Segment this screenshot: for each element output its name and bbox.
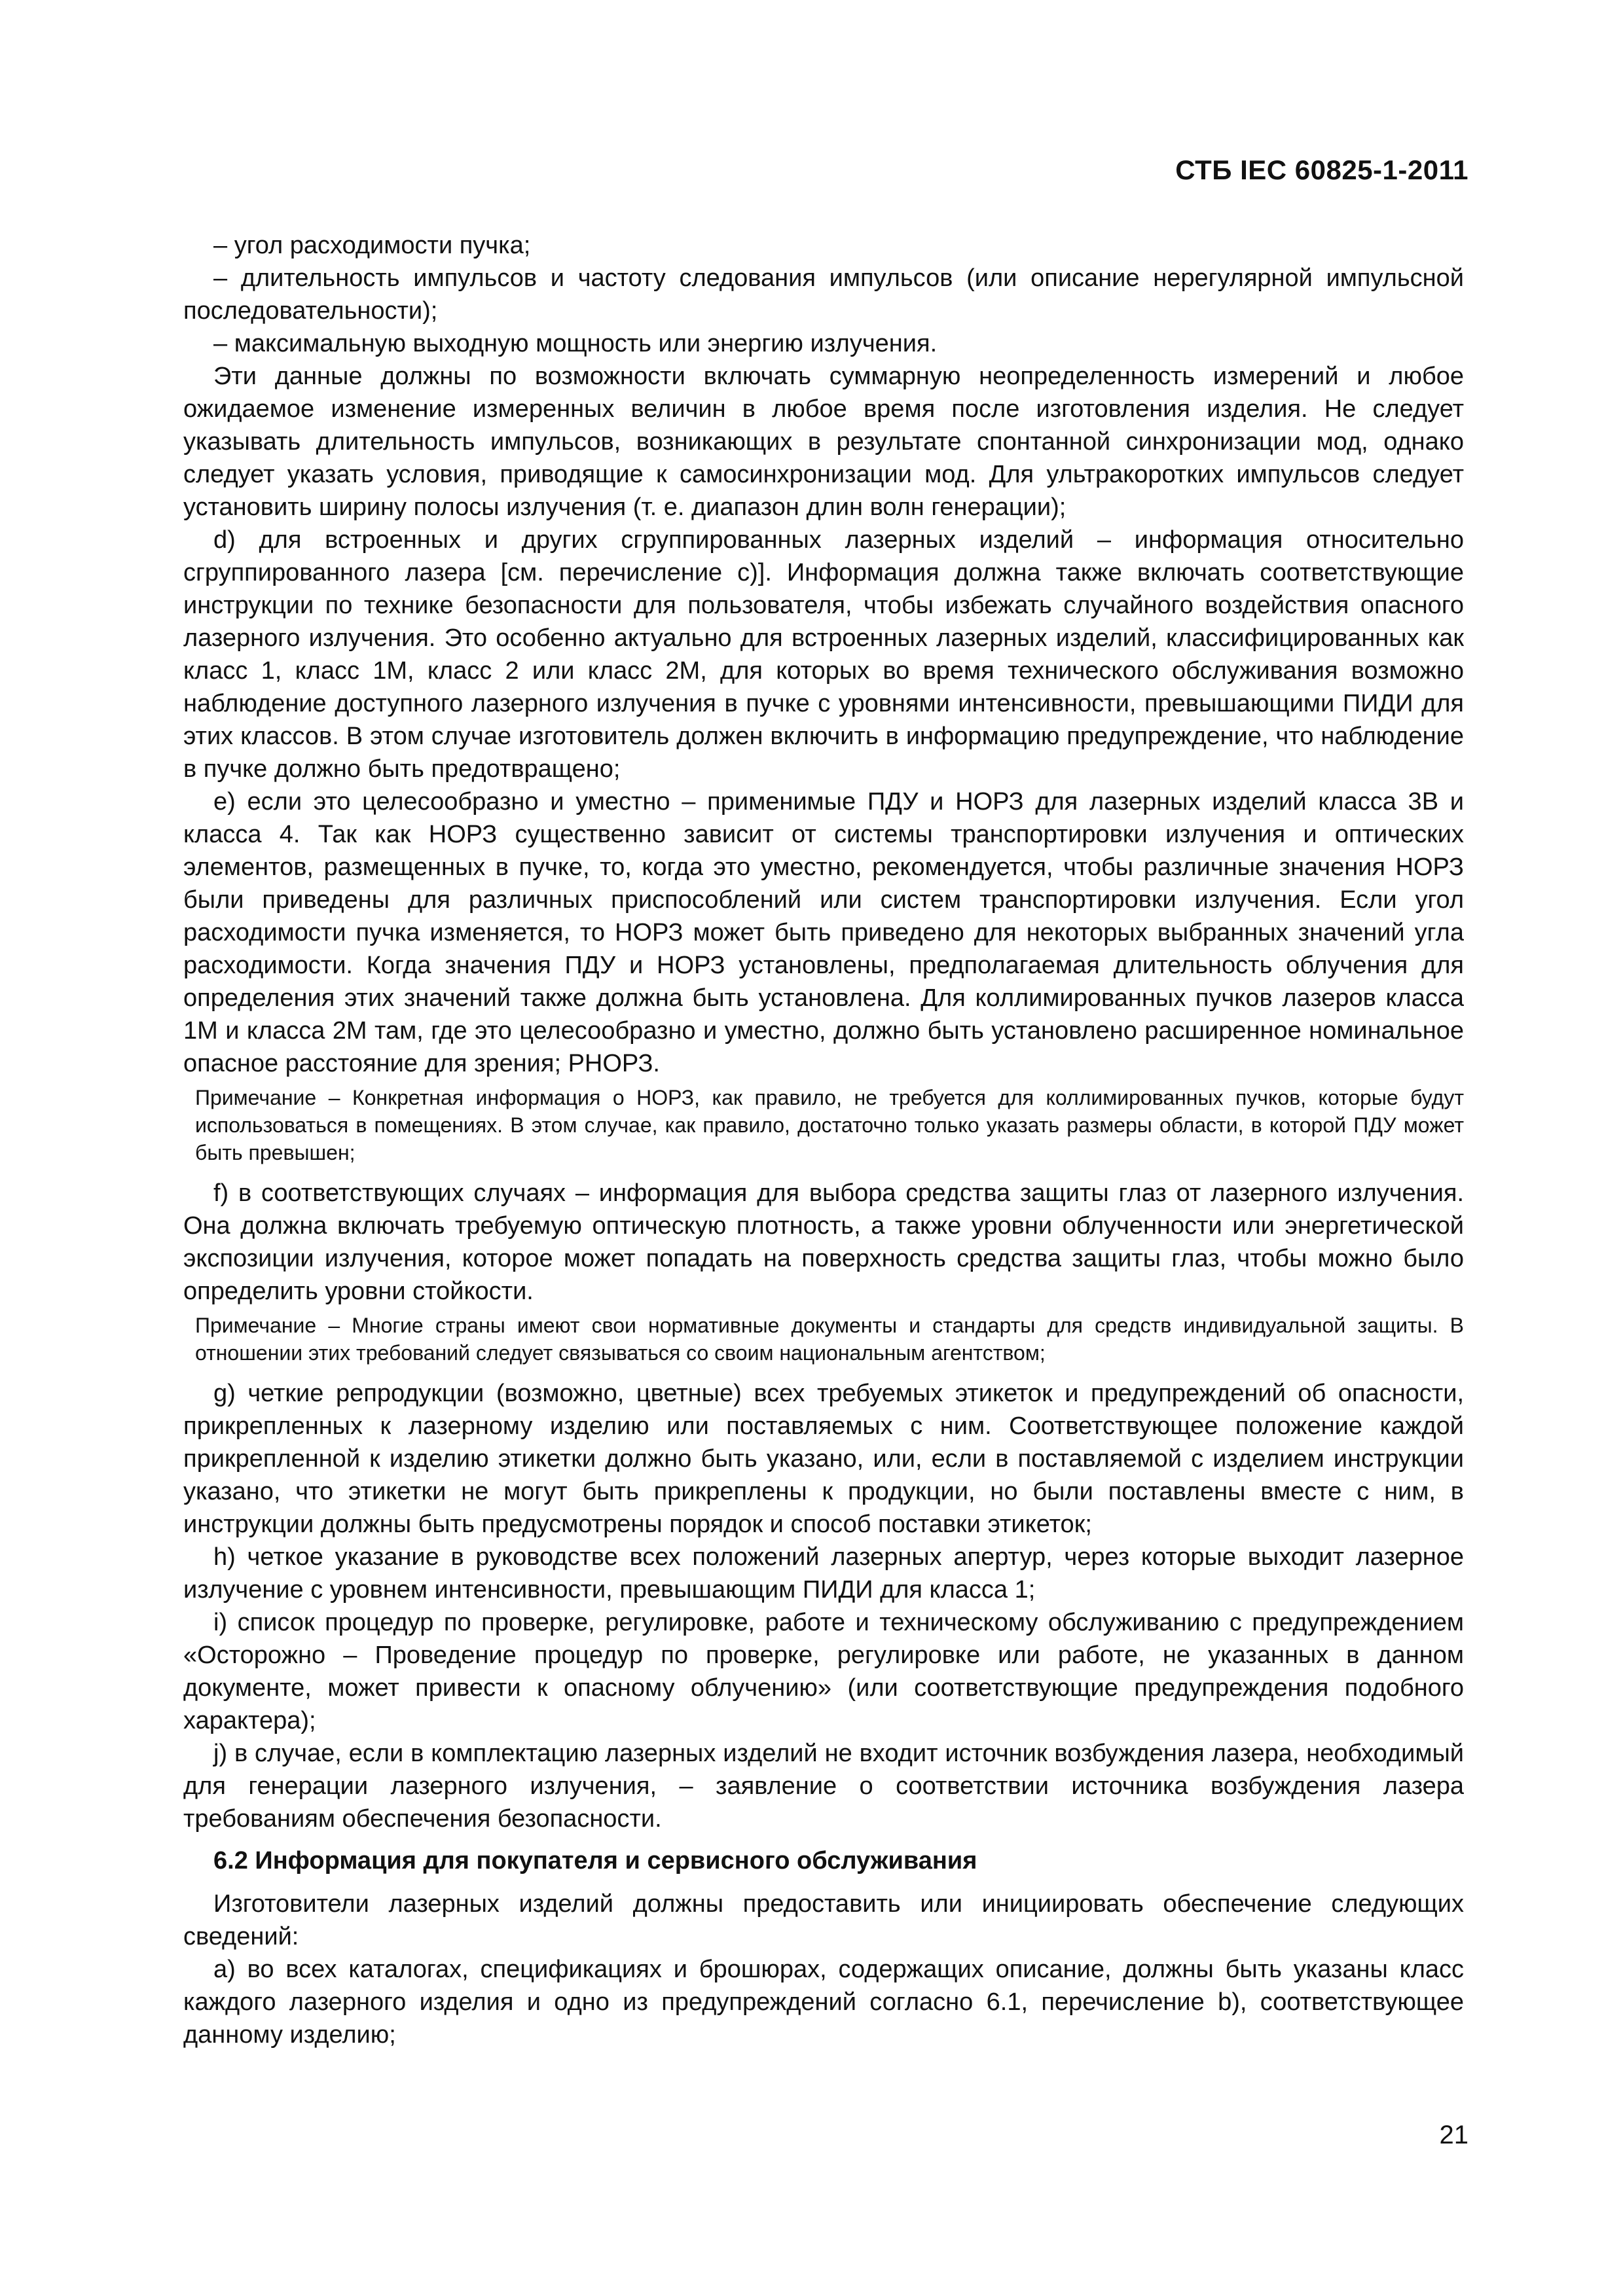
document-header: СТБ IEC 60825-1-2011 — [1175, 154, 1468, 185]
paragraph: – максимальную выходную мощность или энергию излучения. — [213, 330, 938, 357]
section-heading: 6.2 Информация для покупателя и сервисного обслуживания — [213, 1847, 977, 1874]
note: Примечание – Многие страны имеют свои нормативные документы и стандарты для средств индивидуальной защиты. В отношении этих требований следует связываться со своим национальным агентством; — [195, 1314, 1464, 1365]
paragraph: Изготовители лазерных изделий должны предоставить или инициировать обеспечение следующих сведений: — [183, 1890, 1464, 1950]
list-item-i: i) список процедур по проверке, регулировке, работе и техническому обслуживанию с предупреждением «Осторожно – Проведение процедур по проверке, регулировке или работе, не указанных в данном документе, может привести к опасному облучению» (или соответствующие предупреждения подобного характера); — [183, 1609, 1464, 1734]
list-item-a: a) во всех каталогах, спецификациях и брошюрах, содержащих описание, должны быть указаны класс каждого лазерного изделия и одно из предупреждений согласно 6.1, перечисление b), соответствующее данному изделию; — [183, 1956, 1464, 2049]
page-number: 21 — [1439, 2121, 1468, 2149]
list-item-f: f) в соответствующих случаях – информация для выбора средства защиты глаз от лазерного излучения. Она должна включать требуемую оптическую плотность, а также уровни облученности или энергетической экспозиции излучения, которое может попадать на поверхность средства защиты глаз, чтобы можно было определить уровни стойкости. — [183, 1179, 1464, 1305]
note: Примечание – Конкретная информация о НОРЗ, как правило, не требуется для коллимированных пучков, которые будут использоваться в помещениях. В этом случае, как правило, достаточно только указать размеры области, в которой ПДУ может быть превышен; — [195, 1086, 1464, 1164]
page-body — [183, 229, 1464, 2051]
list-item-h: h) четкое указание в руководстве всех положений лазерных апертур, через которые выходит лазерное излучение с уровнем интенсивности, превышающим ПИДИ для класса 1; — [183, 1543, 1464, 1604]
paragraph: – угол расходимости пучка; — [213, 232, 531, 259]
paragraph: Эти данные должны по возможности включать суммарную неопределенность измерений и любое ожидаемое изменение измеренных величин в любое время после изготовления изделия. Не следует указывать длительность импульсов, возникающих в результате спонтанной синхронизации мод, однако следует указать условия, приводящие к самосинхронизации мод. Для ультракоротких импульсов следует установить ширину полосы излучения (т. е. диапазон длин волн генерации); — [183, 363, 1464, 521]
list-item-d: d) для встроенных и других сгруппированных лазерных изделий – информация относительно сгруппированного лазера [см. перечисление с)]. Информация должна также включать соответствующие инструкции по технике безопасности для пользователя, чтобы избежать случайного воздействия опасного лазерного излучения. Это особенно актуально для встроенных лазерных изделий, классифицированных как класс 1, класс 1М, класс 2 или класс 2М, для которых во время технического обслуживания возможно наблюдение доступного лазерного излучения в пучке с уровнями интенсивности, превышающими ПИДИ для этих классов. В этом случае изготовитель должен включить в информацию предупреждение, что наблюдение в пучке должно быть предотвращено; — [183, 526, 1464, 783]
list-item-g: g) четкие репродукции (возможно, цветные) всех требуемых этикеток и предупреждений об опасности, прикрепленных к лазерному изделию или поставляемых с ним. Соответствующее положение каждой прикрепленной к изделию этикетки должно быть указано, или, если в поставляемой с изделием инструкции указано, что этикетки не могут быть прикреплены к продукции, но были поставлены вместе с ним, в инструкции должны быть предусмотрены порядок и способ поставки этикеток; — [183, 1380, 1464, 1538]
list-item-e: е) если это целесообразно и уместно – применимые ПДУ и НОРЗ для лазерных изделий класса 3В и класса 4. Так как НОРЗ существенно зависит от системы транспортировки излучения и оптических элементов, размещенных в пучке, то, когда это уместно, рекомендуется, чтобы различные значения НОРЗ были приведены для различных приспособлений или систем транспортировки излучения. Если угол расходимости пучка изменяется, то НОРЗ может быть приведено для некоторых выбранных значений угла расходимости. Когда значения ПДУ и НОРЗ установлены, предполагаемая длительность облучения для определения этих значений также должна быть установлена. Для коллимированных пучков лазеров класса 1М и класса 2М там, где это целесообразно и уместно, должно быть установлено расширенное номинальное опасное расстояние для зрения; РНОРЗ. — [183, 788, 1464, 1077]
list-item-j: j) в случае, если в комплектацию лазерных изделий не входит источник возбуждения лазера, необходимый для генерации лазерного излучения, – заявление о соответствии источника возбуждения лазера требованиям обеспечения безопасности. — [183, 1740, 1464, 1833]
paragraph: – длительность импульсов и частоту следования импульсов (или описание нерегулярной импульсной последовательности); — [183, 264, 1464, 325]
